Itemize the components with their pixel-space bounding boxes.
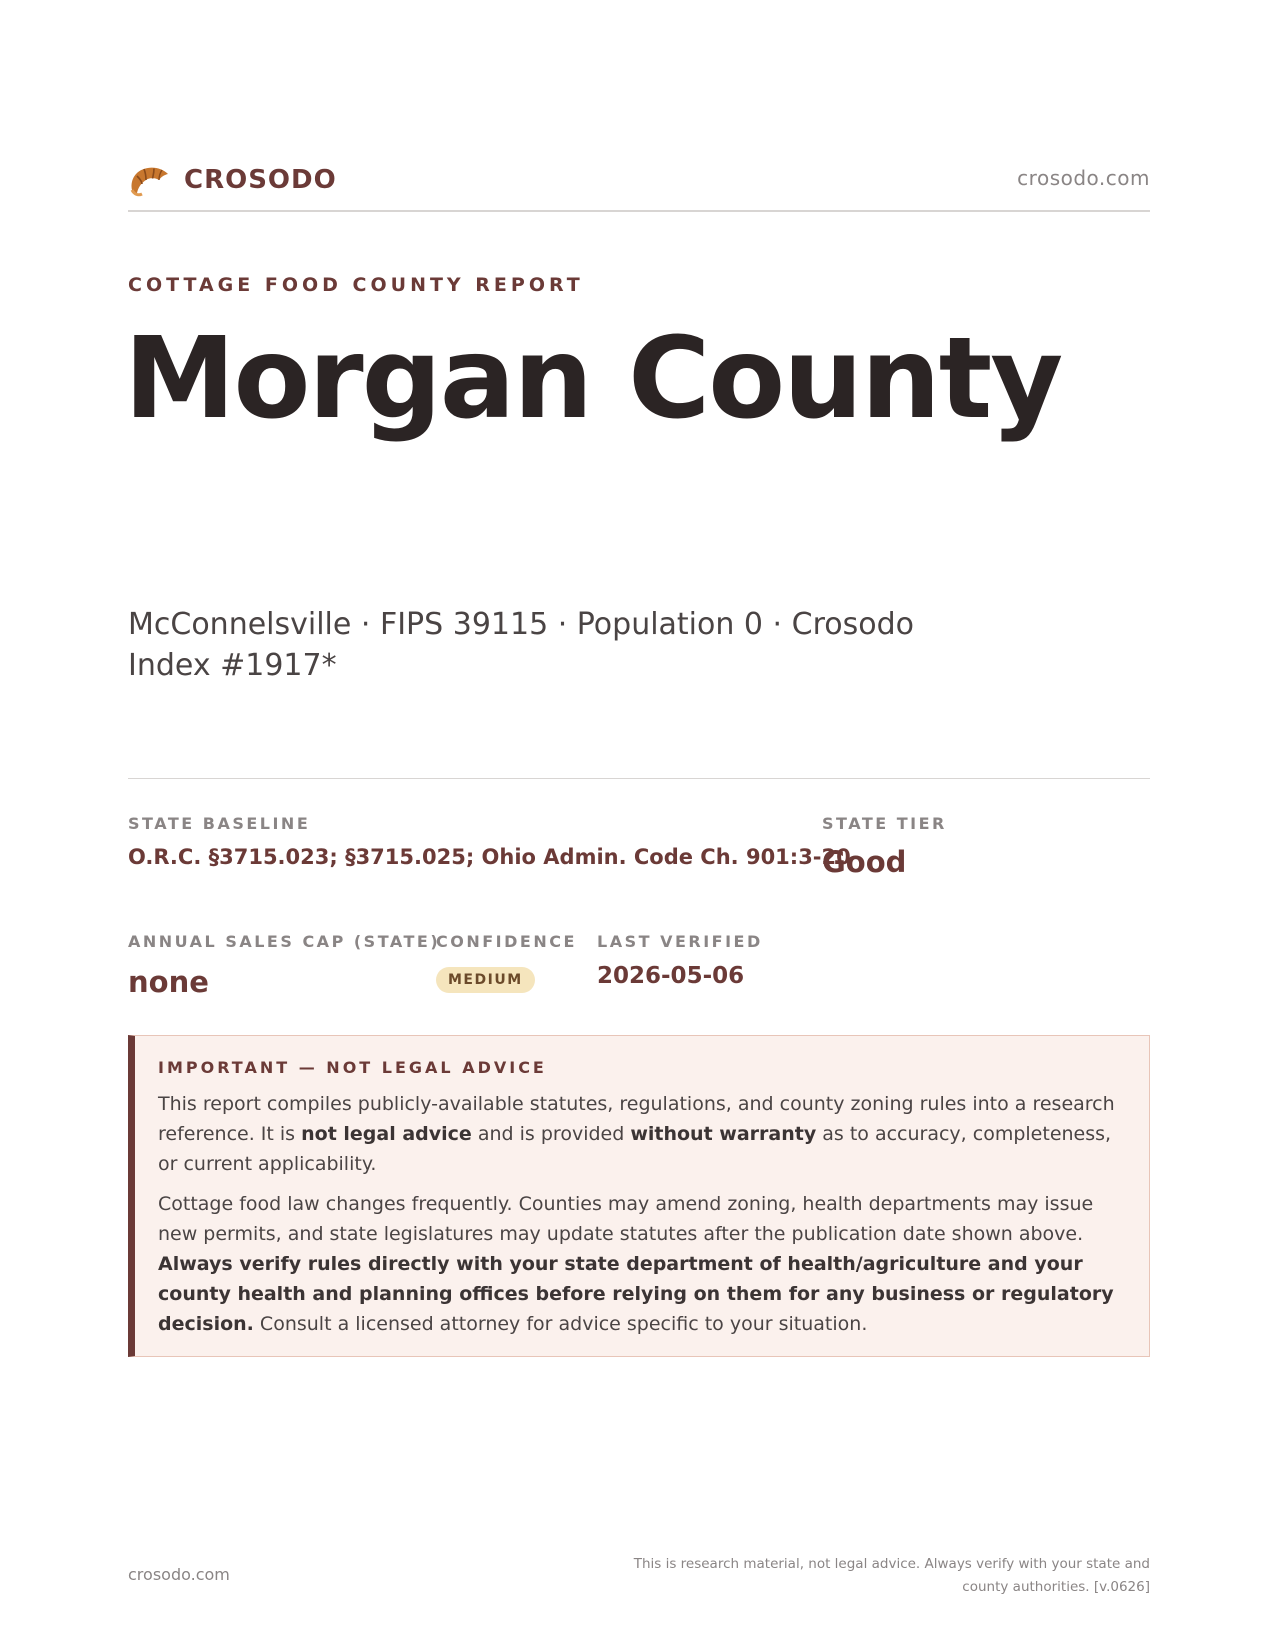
- confidence-label: CONFIDENCE: [436, 932, 577, 951]
- brand[interactable]: [128, 160, 337, 200]
- state-tier-field: [822, 814, 947, 879]
- footer-site[interactable]: crosodo.com: [128, 1565, 230, 1584]
- state-baseline-value: O.R.C. §3715.023; §3715.025; Ohio Admin. Code Ch. 901:3-20: [128, 845, 851, 869]
- page-header: [128, 160, 1150, 210]
- report-subtitle: McConnelsville · FIPS 39115 · Population 0 · Crosodo Index #1917*: [128, 607, 914, 683]
- footer-disclaimer: This is research material, not legal advice. Always verify with your state and county authorities. [v.0626]: [633, 1556, 1150, 1595]
- notice-text: Cottage food law changes frequently. Counties may amend zoning, health departments may issue new permits, and state legislatures may update statutes after the publication date shown above.: [158, 1193, 1094, 1245]
- header-divider: [128, 210, 1150, 212]
- notice-text: This report compiles publicly-available statutes, regulations, and county zoning rules into a research reference. It is: [158, 1093, 1115, 1145]
- section-divider: [128, 778, 1150, 779]
- notice-paragraph-1: [158, 1089, 1125, 1179]
- report-eyebrow: COTTAGE FOOD COUNTY REPORT: [128, 274, 584, 296]
- state-baseline-label: STATE BASELINE: [128, 814, 311, 833]
- croissant-icon: [128, 160, 170, 200]
- confidence-badge: MEDIUM: [436, 967, 535, 993]
- notice-emphasis: not legal advice: [301, 1123, 472, 1145]
- notice-title: IMPORTANT — NOT LEGAL ADVICE: [158, 1058, 547, 1077]
- notice-text: and is provided: [471, 1123, 631, 1145]
- notice-emphasis: Always verify rules directly with your state department of health/agriculture and your county health and planning offices before relying on them for any business or regulatory decision.: [158, 1253, 1114, 1335]
- confidence-field: [436, 932, 577, 993]
- sales-cap-field: [128, 932, 440, 999]
- notice-text: as to accuracy, completeness, or current applicability.: [158, 1123, 1112, 1175]
- notice-emphasis: without warranty: [630, 1123, 817, 1145]
- notice-paragraph-2: [158, 1189, 1125, 1339]
- report-page: [124, 0, 1150, 1650]
- state-tier-label: STATE TIER: [822, 814, 947, 833]
- last-verified-value: 2026-05-06: [597, 963, 745, 989]
- state-tier-value: Good: [822, 845, 907, 879]
- page-title: Morgan County: [124, 314, 1062, 444]
- brand-name: CROSODO: [184, 165, 337, 195]
- notice-text: Consult a licensed attorney for advice specific to your situation.: [253, 1313, 868, 1335]
- state-baseline-field: [128, 814, 851, 869]
- last-verified-label: LAST VERIFIED: [597, 932, 763, 951]
- sales-cap-label: ANNUAL SALES CAP (STATE): [128, 932, 441, 951]
- last-verified-field: [597, 932, 763, 989]
- site-link[interactable]: crosodo.com: [1017, 166, 1150, 190]
- legal-notice: [128, 1035, 1150, 1357]
- sales-cap-value: none: [128, 965, 209, 999]
